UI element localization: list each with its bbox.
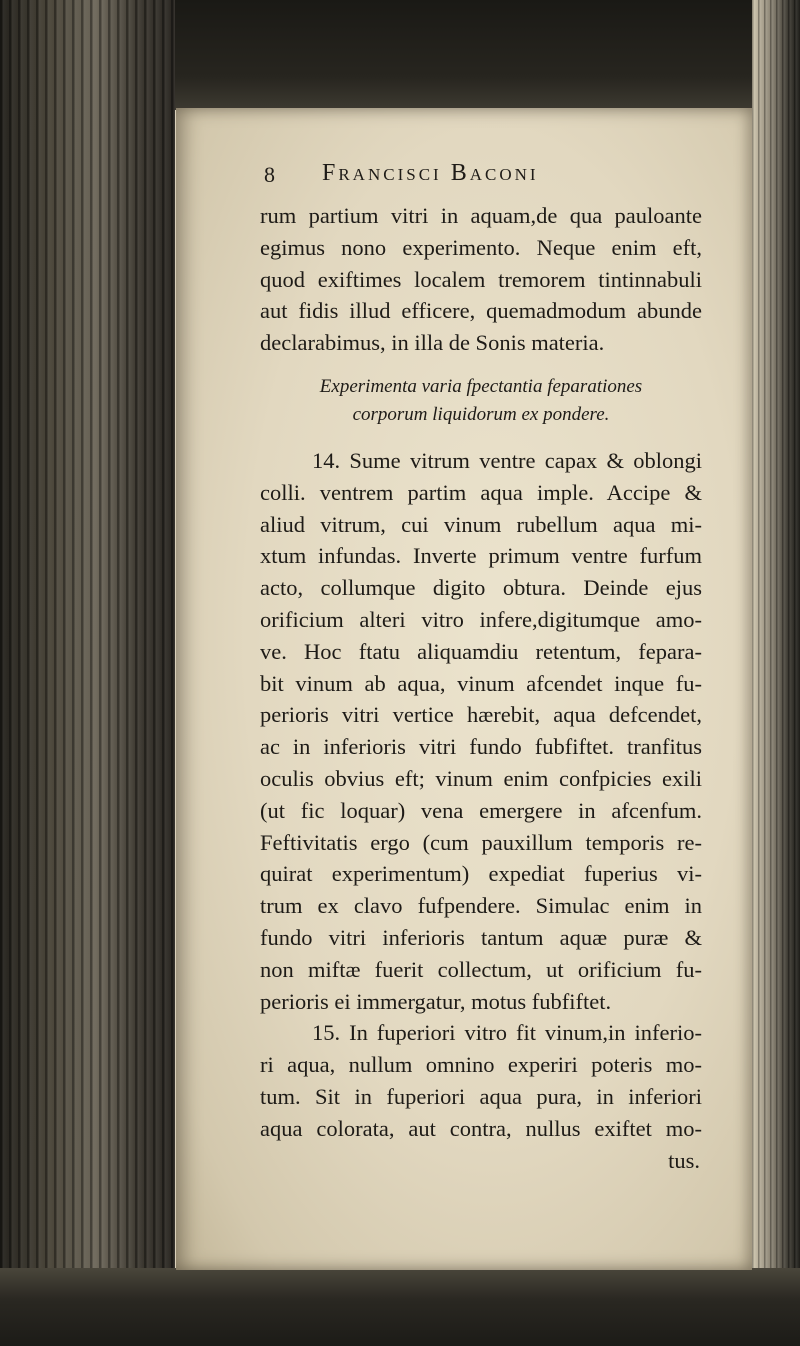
text-line: Feftivitatis ergo (cum pauxillum temporis re- [260, 829, 702, 855]
paragraph-14 [260, 445, 702, 1017]
section-heading-line: Experimenta varia fpectantia feparationes [319, 375, 643, 397]
text-line: acto, collumque digito obtura. Deinde ejus [260, 575, 702, 601]
text-line: quod exiftimes localem tremorem tintinnabuli [260, 266, 702, 292]
text-line: ve. Hoc ftatu aliquamdiu retentum, fepara- [260, 638, 702, 664]
text-line: perioris vitri vertice hærebit, aqua defcendet, [260, 702, 702, 728]
text-line: declarabimus, in illa de Sonis materia. [260, 330, 605, 356]
page-text [260, 156, 702, 1176]
text-line: ac in inferioris vitri fundo fubfiftet. tranfitus [260, 734, 702, 760]
text-line: xtum infundas. Inverte primum ventre furfum [260, 543, 702, 569]
text-line: tum. Sit in fuperiori aqua pura, in inferiori [260, 1083, 702, 1109]
catchword: tus. [668, 1147, 700, 1173]
text-line: trum ex clavo fufpendere. Simulac enim in [260, 893, 702, 919]
paragraph-continuation [260, 200, 702, 359]
book-spine-left [0, 0, 175, 1346]
background-bottom [0, 1268, 800, 1346]
text-line: aliud vitrum, cui vinum rubellum aqua mi- [260, 511, 702, 537]
text-line: bit vinum ab aqua, vinum afcendet inque fu- [260, 670, 702, 696]
text-line: colli. ventrem partim aqua imple. Accipe & [260, 479, 702, 505]
text-line: 15. In fuperiori vitro fit vinum,in inferio- [312, 1020, 702, 1046]
text-line: fundo vitri inferioris tantum aquæ puræ & [260, 924, 702, 950]
page-number: 8 [264, 162, 275, 187]
running-head: Francisci Baconi [322, 160, 539, 186]
text-line: oculis obvius eft; vinum enim confpicies exili [260, 765, 702, 791]
section-heading-line: corporum liquidorum ex pondere. [352, 403, 610, 425]
text-line: perioris ei immergatur, motus fubfiftet. [260, 988, 612, 1014]
text-line: orificium alteri vitro infere,digitumque amo- [260, 606, 702, 632]
text-line: rum partium vitri in aquam,de qua pauloante [260, 203, 702, 228]
text-line: egimus nono experimento. Neque enim eft, [260, 234, 702, 260]
text-line: aut fidis illud efficere, quemadmodum abunde [260, 298, 702, 324]
text-line: (ut fic loquar) vena emergere in afcenfum. [260, 797, 702, 823]
page-edges-right [752, 0, 800, 1346]
text-line: ri aqua, nullum omnino experiri poteris mo- [260, 1052, 702, 1078]
text-line: 14. Sume vitrum ventre capax & oblongi [312, 447, 702, 473]
book-page [176, 108, 752, 1270]
text-line: quirat experimentum) expediat fuperius vi- [260, 861, 702, 887]
paragraph-15 [260, 1017, 702, 1144]
text-line: non miftæ fuerit collectum, ut orificium fu- [260, 956, 702, 982]
text-line: aqua colorata, aut contra, nullus exiftet mo- [260, 1115, 702, 1141]
section-heading [260, 373, 702, 429]
page-header [260, 156, 702, 200]
